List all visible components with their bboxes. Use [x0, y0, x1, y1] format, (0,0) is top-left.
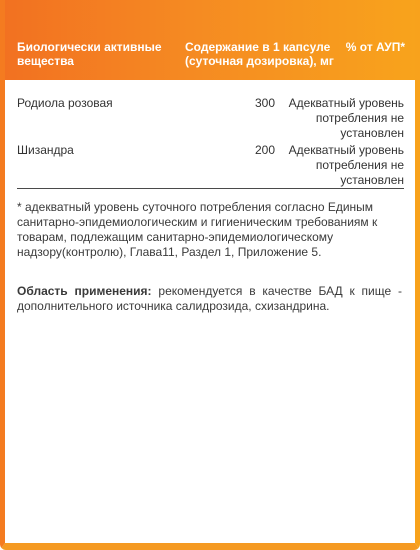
table-row	[5, 143, 415, 190]
usage-text: рекомендуется в качестве БАД к пище - дополнительного источника салидрозида, схизандрина.	[17, 284, 402, 313]
header-aup-percent: % от АУП*	[345, 40, 405, 54]
table-header	[5, 0, 415, 80]
substance-aup: Адекватный уровень потребления не установлен	[288, 96, 404, 140]
section-divider	[17, 188, 404, 189]
substance-amount: 200	[254, 143, 275, 157]
substance-aup: Адекватный уровень потребления не установлен	[288, 143, 404, 187]
substance-name: Родиола розовая	[17, 96, 113, 110]
header-active-substances: Биологически активные вещества	[17, 40, 162, 68]
aup-footnote: * адекватный уровень суточного потребления согласно Единым санитарно-эпидемиологическим и гигиеническим требованиям к товарам, подлежащим санитарно-эпидемиологическому надзору(контролю), Глава11, Раздел 1, Приложение 5.	[17, 200, 378, 259]
substance-amount: 300	[254, 96, 275, 110]
usage-paragraph	[17, 284, 402, 314]
header-amount-per-capsule: Содержание в 1 капсуле (суточная дозировка), мг	[185, 40, 334, 68]
table-body	[5, 96, 415, 190]
usage-label: Область применения:	[17, 284, 152, 298]
substance-name: Шизандра	[17, 143, 74, 157]
table-row	[5, 96, 415, 143]
